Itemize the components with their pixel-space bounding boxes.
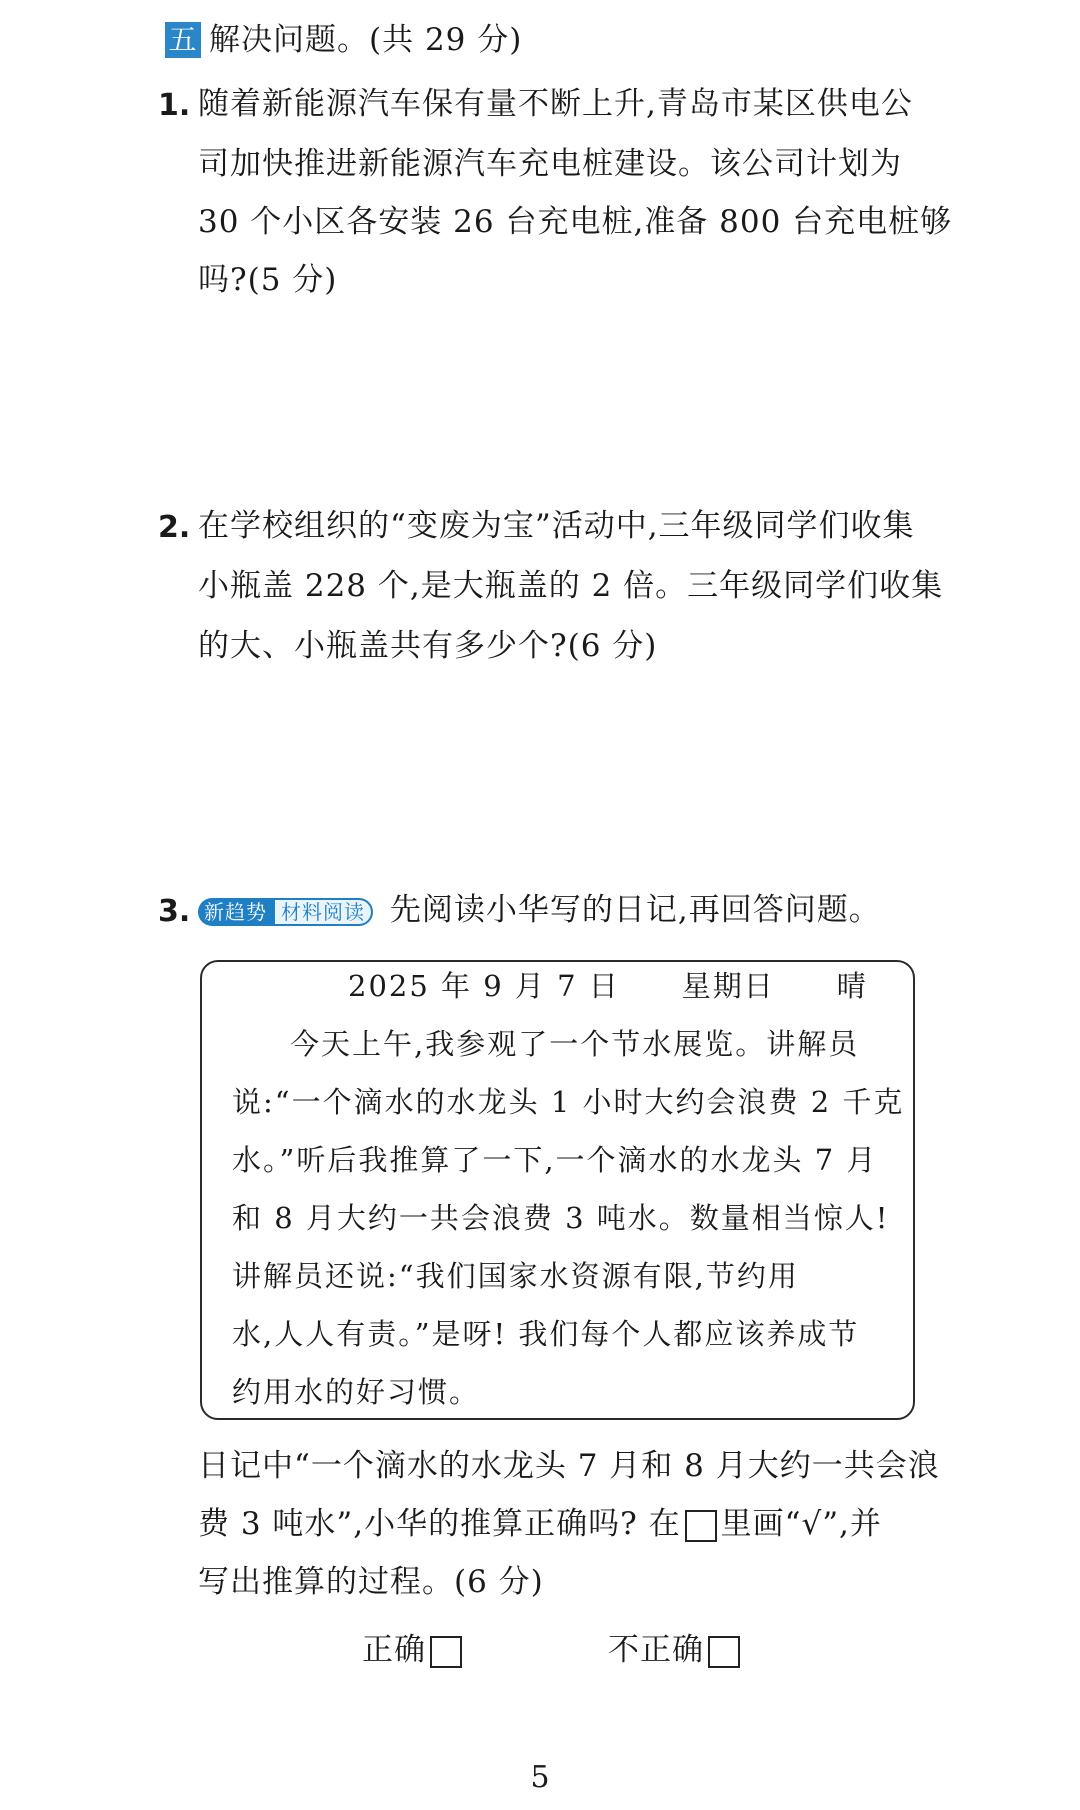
diary-line-2: 说:“一个滴水的水龙头 1 小时大约会浪费 2 千克 xyxy=(232,1085,905,1119)
q1-line-4: 吗?(5 分) xyxy=(198,262,338,298)
diary-line-4: 和 8 月大约一共会浪费 3 吨水。数量相当惊人! xyxy=(232,1201,890,1235)
q1-line-2: 司加快推进新能源汽车充电桩建设。该公司计划为 xyxy=(198,146,902,182)
q1-line-1: 随着新能源汽车保有量不断上升,青岛市某区供电公 xyxy=(198,86,913,122)
section-header xyxy=(165,20,522,60)
option-incorrect-label: 不正确 xyxy=(608,1632,704,1668)
q2-number: 2. xyxy=(158,510,191,545)
q3-intro: 先阅读小华写的日记,再回答问题。 xyxy=(389,892,881,928)
tag-material-reading: 材料阅读 xyxy=(273,898,373,926)
q3-question-line-3: 写出推算的过程。(6 分) xyxy=(198,1564,544,1600)
page-number: 5 xyxy=(530,1760,550,1795)
diary-line-6: 水,人人有责。”是呀! 我们每个人都应该养成节 xyxy=(232,1317,860,1351)
q2-line-2: 小瓶盖 228 个,是大瓶盖的 2 倍。三年级同学们收集 xyxy=(198,568,944,604)
tag-new-trend: 新趋势 xyxy=(198,898,273,926)
q3-intro-line xyxy=(198,890,881,930)
q2-line-1: 在学校组织的“变废为宝”活动中,三年级同学们收集 xyxy=(198,508,915,544)
diary-line-3: 水。”听后我推算了一下,一个滴水的水龙头 7 月 xyxy=(232,1143,878,1177)
section-badge: 五 xyxy=(165,22,201,58)
q3-question-part-b: 里画“√”,并 xyxy=(720,1506,882,1542)
option-correct-checkbox[interactable] xyxy=(430,1636,462,1668)
q3-question-line-2 xyxy=(198,1504,882,1544)
option-correct-label: 正确 xyxy=(362,1632,426,1668)
diary-line-5: 讲解员还说:“我们国家水资源有限,节约用 xyxy=(232,1259,799,1293)
q1-line-3: 30 个小区各安装 26 台充电桩,准备 800 台充电桩够 xyxy=(198,204,953,240)
q1-number: 1. xyxy=(158,88,191,123)
q3-number: 3. xyxy=(158,894,191,929)
inline-checkbox-sample xyxy=(685,1510,717,1542)
diary-line-1: 今天上午,我参观了一个节水展览。讲解员 xyxy=(290,1027,860,1061)
q3-tags xyxy=(198,898,373,926)
option-incorrect-checkbox[interactable] xyxy=(708,1636,740,1668)
option-incorrect xyxy=(608,1630,744,1670)
q3-question-line-1: 日记中“一个滴水的水龙头 7 月和 8 月大约一共会浪 xyxy=(198,1448,940,1484)
diary-header: 2025 年 9 月 7 日 星期日 晴 xyxy=(348,969,868,1003)
option-correct xyxy=(362,1630,466,1670)
diary-line-7: 约用水的好习惯。 xyxy=(232,1375,481,1409)
q3-question-part-a: 费 3 吨水”,小华的推算正确吗? 在 xyxy=(198,1506,681,1542)
q2-line-3: 的大、小瓶盖共有多少个?(6 分) xyxy=(198,628,658,664)
section-title: 解决问题。(共 29 分) xyxy=(209,22,523,58)
